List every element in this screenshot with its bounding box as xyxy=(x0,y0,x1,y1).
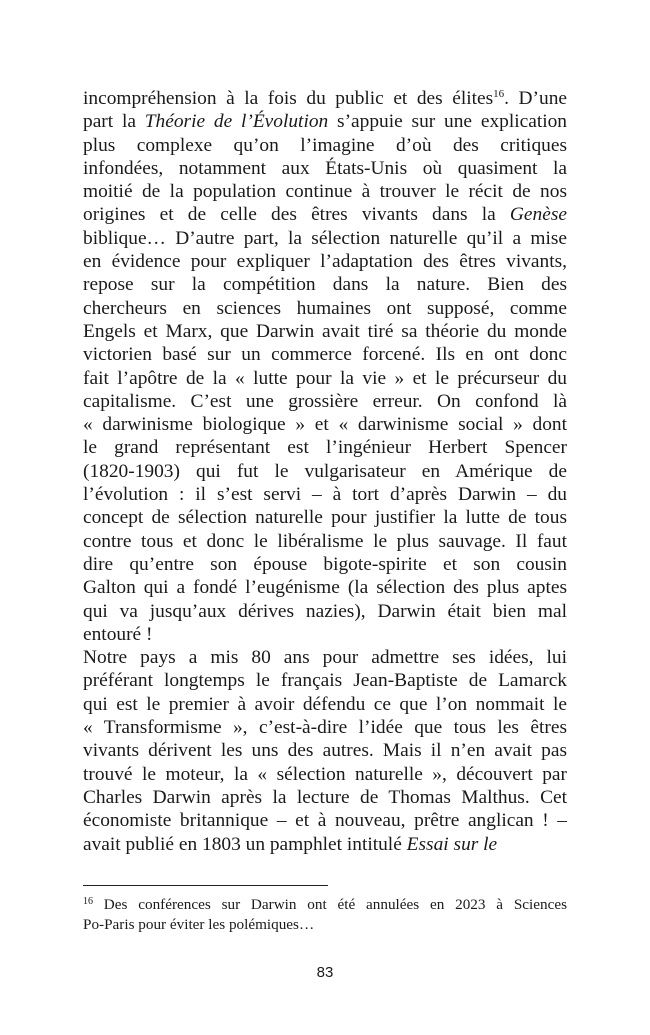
text-run: concept de sélection naturelle pour justifier la lutte de tous xyxy=(83,507,567,529)
text-run: qui est le premier à avoir défendu ce que l’on nommait le xyxy=(83,693,567,715)
italic-title: Essai sur le xyxy=(406,833,498,855)
text-run: avait publié en 1803 un pamphlet intitulé xyxy=(83,833,407,855)
text-line xyxy=(83,693,567,716)
text-run: dire qu’entre son épouse bigote-spirite et son cousin xyxy=(83,553,567,575)
footnote-reference: 16 xyxy=(493,88,505,100)
italic-title: Genèse xyxy=(509,204,567,226)
text-line xyxy=(83,530,567,553)
text-line xyxy=(83,250,567,273)
text-run: plus complexe qu’on l’imagine d’où des critiques xyxy=(83,134,567,156)
text-run: préférant longtemps le français Jean-Baptiste de Lamarck xyxy=(83,670,567,692)
text-line xyxy=(83,716,567,739)
text-line xyxy=(83,576,567,599)
footnote-separator xyxy=(83,885,328,886)
footnote-text-1: Des conférences sur Darwin ont été annulées en 2023 à Sciences xyxy=(93,896,567,913)
text-line xyxy=(83,110,567,133)
text-run: (1820-1903) qui fut le vulgarisateur en Amérique de xyxy=(83,460,567,482)
text-line xyxy=(83,320,567,343)
text-run: origines et de celle des êtres vivants dans la xyxy=(83,204,510,226)
italic-title: Théorie de l’Évolution xyxy=(144,111,329,133)
text-run: vivants dérivent les uns des autres. Mais il n’en avait pas xyxy=(83,740,567,762)
text-run: capitalisme. C’est une grossière erreur. On confond là xyxy=(83,390,567,412)
text-line xyxy=(83,553,567,576)
footnote xyxy=(83,895,567,935)
text-line xyxy=(83,460,567,483)
text-line xyxy=(83,134,567,157)
text-run: repose sur la compétition dans la nature. Bien des xyxy=(83,274,567,296)
text-run: . D’une xyxy=(504,88,567,109)
text-line xyxy=(83,669,567,692)
text-line xyxy=(83,833,567,856)
text-line xyxy=(83,180,567,203)
page-number: 83 xyxy=(316,964,334,981)
text-run: « Transformisme », c’est-à-dire l’idée que tous les êtres xyxy=(83,717,567,739)
text-run: biblique… D’autre part, la sélection naturelle qu’il a mise xyxy=(83,227,567,249)
text-run: entouré ! xyxy=(83,623,153,645)
text-line xyxy=(83,506,567,529)
text-line xyxy=(83,483,567,506)
text-line xyxy=(83,343,567,366)
text-line xyxy=(83,646,567,669)
text-run: victorien basé sur un commerce forcené. Ils en ont donc xyxy=(83,344,567,366)
body-text xyxy=(83,87,567,856)
text-line xyxy=(83,600,567,623)
text-run: en évidence pour expliquer l’adaptation des êtres vivants, xyxy=(83,251,567,273)
text-run: chercheurs en sciences humaines ont supposé, comme xyxy=(83,297,567,319)
text-run: « darwinisme biologique » et « darwinisme social » dont xyxy=(83,414,567,436)
text-line xyxy=(83,157,567,180)
text-line xyxy=(83,739,567,762)
text-run: infondées, notamment aux États-Unis où quasiment la xyxy=(83,157,567,179)
text-run: qui va jusqu’aux dérives nazies), Darwin était bien mal xyxy=(83,600,567,622)
text-line xyxy=(83,87,567,110)
footnote-text-2: Po-Paris pour éviter les polémiques… xyxy=(83,916,315,933)
text-run: Galton qui a fondé l’eugénisme (la sélection des plus aptes xyxy=(83,577,567,599)
text-run: incompréhension à la fois du public et des élites xyxy=(83,88,494,109)
text-run: l’évolution : il s’est servi – à tort d’après Darwin – du xyxy=(83,484,567,506)
text-run: fait l’apôtre de la « lutte pour la vie » et le précurseur du xyxy=(83,367,567,389)
text-run: part la xyxy=(83,111,145,133)
text-run: contre tous et donc le libéralisme le plus sauvage. Il faut xyxy=(83,530,567,552)
text-run: Notre pays a mis 80 ans pour admettre ses idées, lui xyxy=(83,647,567,669)
text-line xyxy=(83,367,567,390)
text-run: le grand représentant est l’ingénieur Herbert Spencer xyxy=(83,437,567,459)
footnote-line-1 xyxy=(83,895,567,915)
footnote-line-2 xyxy=(83,915,567,935)
text-run: moitié de la population continue à trouver le récit de nos xyxy=(83,181,567,203)
text-line xyxy=(83,763,567,786)
text-line xyxy=(83,623,567,646)
text-line xyxy=(83,227,567,250)
text-line xyxy=(83,273,567,296)
footnote-marker: 16 xyxy=(83,896,93,907)
text-line xyxy=(83,203,567,226)
text-line xyxy=(83,297,567,320)
text-run: Engels et Marx, que Darwin avait tiré sa théorie du monde xyxy=(83,320,567,342)
text-line xyxy=(83,809,567,832)
text-line xyxy=(83,413,567,436)
text-line xyxy=(83,390,567,413)
text-run: Charles Darwin après la lecture de Thomas Malthus. Cet xyxy=(83,786,567,808)
text-run: trouvé le moteur, la « sélection naturelle », découvert par xyxy=(83,763,567,785)
text-run: s’appuie sur une explication xyxy=(328,111,567,133)
text-line xyxy=(83,786,567,809)
text-line xyxy=(83,436,567,459)
text-run: économiste britannique – et à nouveau, prêtre anglican ! – xyxy=(83,810,567,832)
